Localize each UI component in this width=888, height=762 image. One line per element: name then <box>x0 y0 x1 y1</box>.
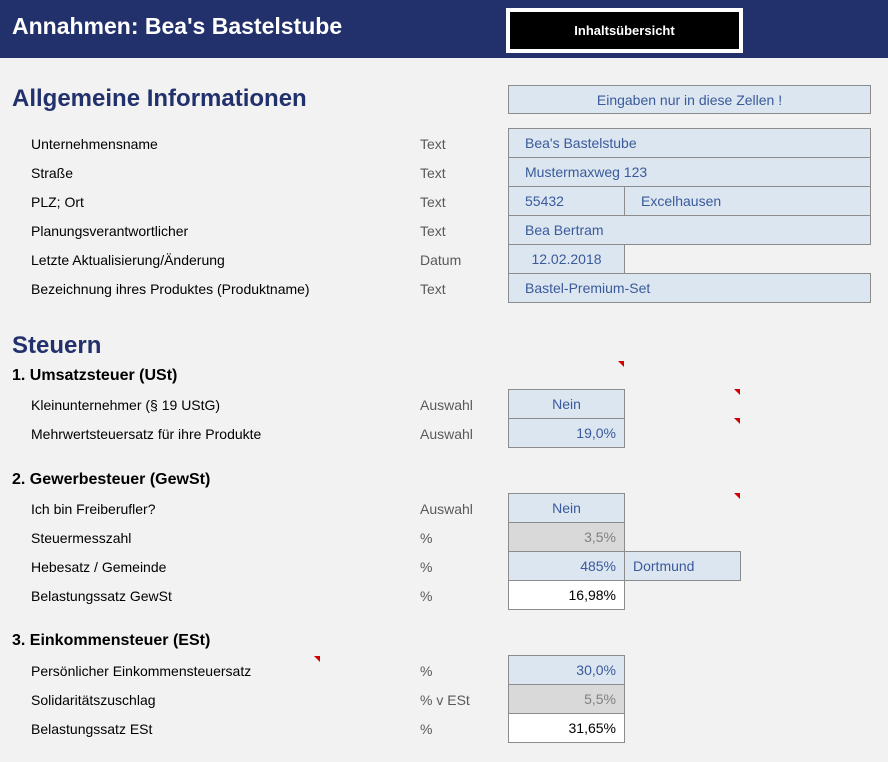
input-hint: Eingaben nur in diese Zellen ! <box>508 85 871 114</box>
last-update-field[interactable]: 12.02.2018 <box>508 244 625 274</box>
general-heading: Allgemeine Informationen <box>12 85 307 112</box>
vat-rate-select[interactable]: 19,0% <box>508 418 625 448</box>
label-assessment-rate: Hebesatz / Gemeinde <box>31 559 167 575</box>
type-company-name: Text <box>420 136 446 152</box>
freelancer-select[interactable]: Nein <box>508 493 625 523</box>
label-planner: Planungsverantwortlicher <box>31 223 189 239</box>
type-est-burden: % <box>420 721 433 737</box>
type-freelancer: Auswahl <box>420 501 473 517</box>
label-zip-city: PLZ; Ort <box>31 194 84 210</box>
street-field[interactable]: Mustermaxweg 123 <box>508 157 871 187</box>
label-last-update: Letzte Aktualisierung/Änderung <box>31 252 225 268</box>
label-tax-base-rate: Steuermesszahl <box>31 530 132 546</box>
toc-button[interactable] <box>506 8 743 53</box>
ust-heading: 1. Umsatzsteuer (USt) <box>12 367 178 384</box>
label-solidarity-surcharge: Solidaritätszuschlag <box>31 692 156 708</box>
income-tax-rate-field[interactable]: 30,0% <box>508 655 625 685</box>
city-field[interactable]: Excelhausen <box>624 186 871 216</box>
comment-marker-icon[interactable] <box>734 493 740 499</box>
label-freelancer: Ich bin Freiberufler? <box>31 501 156 517</box>
assessment-rate-field[interactable]: 485% <box>508 551 625 581</box>
type-vat-rate: Auswahl <box>420 426 473 442</box>
comment-marker-icon[interactable] <box>734 418 740 424</box>
label-income-tax-rate: Persönlicher Einkommensteuersatz <box>31 663 252 679</box>
type-assessment-rate: % <box>420 559 433 575</box>
company-name-field[interactable]: Bea's Bastelstube <box>508 128 871 158</box>
type-planner: Text <box>420 223 446 239</box>
municipality-select[interactable]: Dortmund <box>624 551 741 581</box>
zip-field[interactable]: 55432 <box>508 186 625 216</box>
gewst-heading: 2. Gewerbesteuer (GewSt) <box>12 471 211 488</box>
label-gewst-burden: Belastungssatz GewSt <box>31 588 172 604</box>
planner-field[interactable]: Bea Bertram <box>508 215 871 245</box>
label-street: Straße <box>31 165 74 181</box>
comment-marker-icon[interactable] <box>314 656 320 662</box>
label-small-business: Kleinunternehmer (§ 19 UStG) <box>31 397 221 413</box>
type-last-update: Datum <box>420 252 462 268</box>
est-burden-value: 31,65% <box>508 713 625 743</box>
label-vat-rate: Mehrwertsteuersatz für ihre Produkte <box>31 426 262 442</box>
type-product-name: Text <box>420 281 446 297</box>
type-gewst-burden: % <box>420 588 433 604</box>
type-solidarity-surcharge: % v ESt <box>420 692 470 708</box>
type-income-tax-rate: % <box>420 663 433 679</box>
comment-marker-icon[interactable] <box>618 361 624 367</box>
label-company-name: Unternehmensname <box>31 136 158 152</box>
comment-marker-icon[interactable] <box>734 389 740 395</box>
small-business-select[interactable]: Nein <box>508 389 625 419</box>
solidarity-surcharge-value: 5,5% <box>508 684 625 714</box>
page-title: Annahmen: Bea's Bastelstube <box>12 13 343 39</box>
gewst-burden-value: 16,98% <box>508 580 625 610</box>
product-name-field[interactable]: Bastel-Premium-Set <box>508 273 871 303</box>
type-tax-base-rate: % <box>420 530 433 546</box>
label-est-burden: Belastungssatz ESt <box>31 721 153 737</box>
type-zip-city: Text <box>420 194 446 210</box>
toc-button-label: Inhaltsübersicht <box>510 12 739 49</box>
est-heading: 3. Einkommensteuer (ESt) <box>12 632 211 649</box>
label-product-name: Bezeichnung ihres Produktes (Produktname) <box>31 281 310 297</box>
type-small-business: Auswahl <box>420 397 473 413</box>
tax-base-rate-value: 3,5% <box>508 522 625 552</box>
taxes-heading: Steuern <box>12 332 102 359</box>
type-street: Text <box>420 165 446 181</box>
